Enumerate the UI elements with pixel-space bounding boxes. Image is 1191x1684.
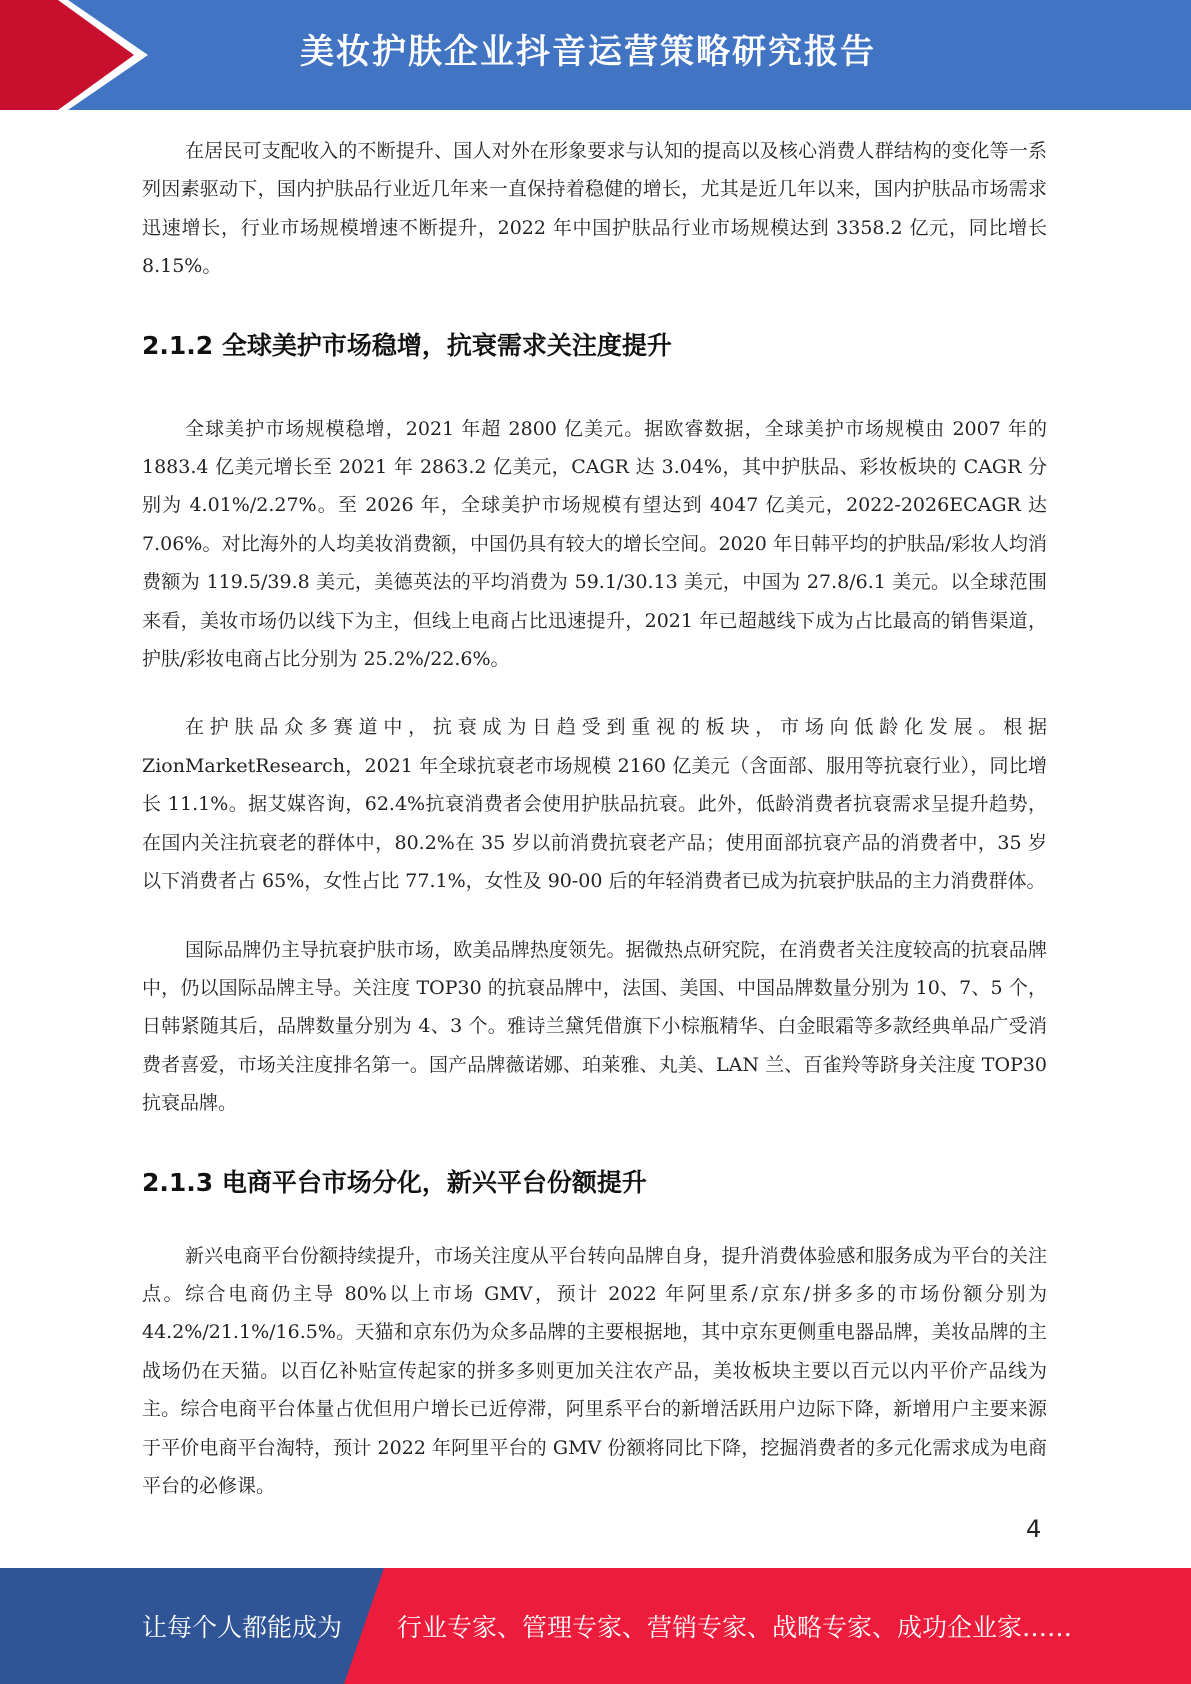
header-chevron-decoration bbox=[0, 0, 150, 110]
page-footer bbox=[0, 1568, 1191, 1684]
intro-paragraph: 在居民可支配收入的不断提升、国人对外在形象要求与认知的提高以及核心消费人群结构的变化等一系列因素驱动下，国内护肤品行业近几年来一直保持着稳健的增长，尤其是近几年以来，国内护肤品市场需求迅速增长，行业市场规模增速不断提升，2022 年中国护肤品行业市场规模达到 3358.2 亿元，同比增长 8.15%。 bbox=[142, 140, 1047, 278]
section-2-1-3-paragraph-1: 新兴电商平台份额持续提升，市场关注度从平台转向品牌自身，提升消费体验感和服务成为平台的关注点。综合电商仍主导 80%以上市场 GMV，预计 2022 年阿里系/京东/拼多多的市场份额分别为 44.2%/21.1%/16.5%。天猫和京东仍为众多品牌的主要根据地，其中京东更侧重电器品牌，美妆品牌的主战场仍在天猫。以百亿补贴宣传起家的拼多多则更加关注农产品，美妆板块主要以百元以内平价产品线为主。综合电商平台体量占优但用户增长已近停滞，阿里系平台的新增活跃用户边际下降，新增用户主要来源于平价电商平台淘特，预计 2022 年阿里平台的 GMV 份额将同比下降，挖掘消费者的多元化需求成为电商平台的必修课。 bbox=[142, 1244, 1047, 1497]
page-number: 4 bbox=[1026, 1515, 1042, 1543]
section-2-1-2-paragraph-2: 在护肤品众多赛道中，抗衰成为日趋受到重视的板块，市场向低龄化发展。根据 ZionMarketResearch，2021 年全球抗衰老市场规模 2160 亿美元（含面部、服用等抗衰行业），同比增长 11.1%。据艾媒咨询，62.4%抗衰消费者会使用护肤品抗衰。此外，低龄消费者抗衰需求呈提升趋势，在国内关注抗衰老的群体中，80.2%在 35 岁以前消费抗衰老产品；使用面部抗衰产品的消费者中，35 岁以下消费者占 65%，女性占比 77.1%，女性及 90-00 后的年轻消费者已成为抗衰护肤品的主力消费群体。 bbox=[142, 716, 1047, 893]
report-title: 美妆护肤企业抖音运营策略研究报告 bbox=[300, 32, 876, 72]
section-2-1-2-paragraph-1: 全球美护市场规模稳增，2021 年超 2800 亿美元。据欧睿数据，全球美护市场规模由 2007 年的 1883.4 亿美元增长至 2021 年 2863.2 亿美元，CAGR 达 3.04%，其中护肤品、彩妆板块的 CAGR 分别为 4.01%/2.27%。至 2026 年，全球美护市场规模有望达到 4047 亿美元，2022-2026ECAGR 达 7.06%。对比海外的人均美妆消费额，中国仍具有较大的增长空间。2020 年日韩平均的护肤品/彩妆人均消费额为 119.5/39.8 美元，美德英法的平均消费为 59.1/30.13 美元，中国为 27.8/6.1 美元。以全球范围来看，美妆市场仍以线下为主，但线上电商占比迅速提升，2021 年已超越线下成为占比最高的销售渠道，护肤/彩妆电商占比分别为 25.2%/22.6%。 bbox=[142, 417, 1047, 671]
section-heading-2-1-3: 2.1.3 电商平台市场分化，新兴平台份额提升 bbox=[142, 1167, 647, 1197]
footer-slogan-right: 行业专家、管理专家、营销专家、战略专家、成功企业家…… bbox=[397, 1613, 1073, 1642]
page-content bbox=[142, 132, 1047, 1505]
section-heading-2-1-2: 2.1.2 全球美护市场稳增，抗衰需求关注度提升 bbox=[142, 330, 672, 360]
page-header bbox=[0, 0, 1191, 110]
footer-slogan-left: 让每个人都能成为 bbox=[142, 1613, 343, 1642]
section-2-1-2-paragraph-3: 国际品牌仍主导抗衰护肤市场，欧美品牌热度领先。据微热点研究院，在消费者关注度较高的抗衰品牌中，仍以国际品牌主导。关注度 TOP30 的抗衰品牌中，法国、美国、中国品牌数量分别为 10、7、5 个，日韩紧随其后，品牌数量分别为 4、3 个。雅诗兰黛凭借旗下小棕瓶精华、白金眼霜等多款经典单品广受消费者喜爱，市场关注度排名第一。国产品牌薇诺娜、珀莱雅、丸美、LAN 兰、百雀羚等跻身关注度 TOP30 抗衰品牌。 bbox=[142, 938, 1047, 1115]
